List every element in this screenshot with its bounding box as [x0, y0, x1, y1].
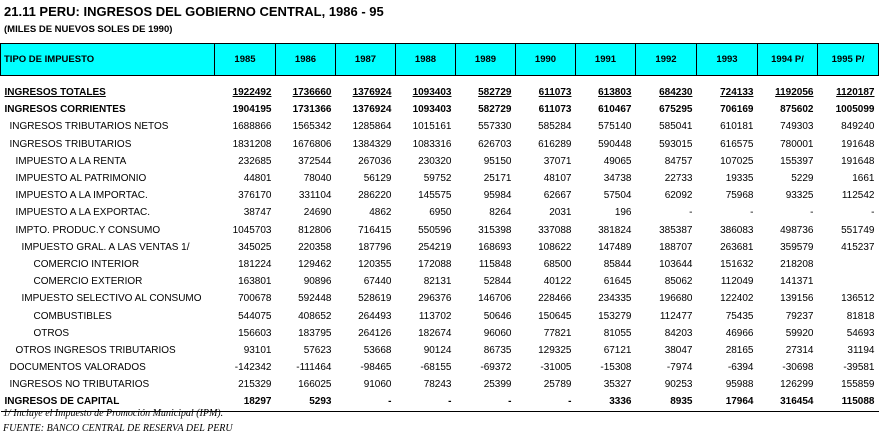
cell-value: 1661: [852, 173, 875, 185]
cell-value: 610467: [598, 104, 632, 116]
cell-value: -: [810, 207, 814, 219]
table-row: [1, 359, 879, 376]
cell-value: 196: [614, 207, 632, 219]
row-label: OTROS: [33, 327, 70, 339]
cell-value: 849240: [841, 121, 875, 133]
cell-value: 25171: [483, 173, 512, 185]
row-label: INGRESOS TRIBUTARIOS NETOS: [9, 121, 169, 133]
cell-value: -: [750, 207, 754, 219]
cell-value: 611073: [538, 87, 572, 99]
cell-value: 254219: [418, 241, 452, 253]
row-label: IMPUESTO SELECTIVO AL CONSUMO: [21, 293, 202, 305]
cell-value: 228466: [538, 293, 572, 305]
cell-value: -6394: [727, 362, 754, 374]
cell-value: 84757: [664, 155, 693, 167]
cell-value: 95984: [483, 190, 512, 202]
cell-value: 724133: [720, 87, 754, 99]
cell-value: 286220: [358, 190, 392, 202]
cell-value: 155859: [841, 379, 875, 391]
cell-value: 182674: [418, 327, 452, 339]
header-label: TIPO DE IMPUESTO: [1, 44, 215, 76]
cell-value: 25399: [483, 379, 512, 391]
table-row: [1, 342, 879, 359]
cell-value: 129462: [298, 258, 332, 270]
cell-value: 315398: [478, 224, 512, 236]
cell-value: 1904195: [232, 104, 272, 116]
row-label: IMPUESTO A LA RENTA: [15, 155, 127, 167]
cell-value: 381824: [598, 224, 632, 236]
cell-value: 85844: [603, 258, 632, 270]
cell-value: 38047: [664, 344, 693, 356]
cell-value: 107025: [720, 155, 754, 167]
cell-value: -: [516, 393, 576, 411]
cell-value: 147489: [598, 241, 632, 253]
source-note: FUENTE: BANCO CENTRAL DE RESERVA DEL PERU: [3, 423, 233, 434]
row-label: INGRESOS CORRIENTES: [4, 104, 126, 116]
cell-value: 749303: [780, 121, 814, 133]
cell-value: 296376: [418, 293, 452, 305]
cell-value: 68500: [543, 258, 572, 270]
header-year: 1990: [516, 44, 576, 76]
cell-value: 408652: [298, 310, 332, 322]
row-label: COMERCIO EXTERIOR: [33, 276, 143, 288]
cell-value: -30698: [782, 362, 814, 374]
header-year: 1986: [276, 44, 336, 76]
cell-value: 57623: [303, 344, 332, 356]
cell-value: 616289: [538, 138, 572, 150]
cell-value: 91060: [363, 379, 392, 391]
row-label: IMPUESTO A LA IMPORTAC.: [15, 190, 148, 202]
cell-value: 151632: [720, 258, 754, 270]
cell-value: 331104: [298, 190, 332, 202]
cell-value: 18297: [215, 393, 276, 411]
cell-value: 62667: [543, 190, 572, 202]
cell-value: 90253: [664, 379, 693, 391]
header-row: [1, 44, 879, 76]
cell-value: 1922492: [232, 87, 272, 99]
cell-value: 812806: [298, 224, 332, 236]
cell-value: 498736: [780, 224, 814, 236]
cell-value: 112477: [659, 310, 693, 322]
cell-value: 1565342: [292, 121, 332, 133]
cell-value: 1384329: [352, 138, 392, 150]
row-label: IMPUESTO A LA EXPORTAC.: [15, 207, 150, 219]
cell-value: 38747: [243, 207, 272, 219]
row-label: IMPUESTO GRAL. A LAS VENTAS 1/: [21, 241, 190, 253]
cell-value: 8264: [489, 207, 512, 219]
cell-value: 40122: [543, 276, 572, 288]
header-year: 1992: [636, 44, 697, 76]
cell-value: 372544: [298, 155, 332, 167]
cell-value: 53668: [363, 344, 392, 356]
table-row: [1, 153, 879, 170]
cell-value: 675295: [659, 104, 693, 116]
cell-value: 188707: [659, 241, 693, 253]
cell-value: 264493: [358, 310, 392, 322]
cell-value: 1688866: [232, 121, 272, 133]
cell-value: 93101: [243, 344, 272, 356]
cell-value: 146706: [478, 293, 512, 305]
cell-value: 156603: [238, 327, 272, 339]
cell-value: 1093403: [412, 87, 452, 99]
table-title: 21.11 PERU: INGRESOS DEL GOBIERNO CENTRAL, 1986 - 95: [4, 4, 384, 19]
table-row: [1, 118, 879, 135]
cell-value: 103644: [659, 258, 693, 270]
cell-value: 78040: [303, 173, 332, 185]
cell-value: -: [396, 393, 456, 411]
cell-value: 168693: [478, 241, 512, 253]
cell-value: 75968: [725, 190, 754, 202]
cell-value: 59920: [785, 327, 814, 339]
cell-value: 95988: [725, 379, 754, 391]
cell-value: 113702: [418, 310, 452, 322]
header-year: 1987: [336, 44, 396, 76]
cell-value: 115088: [818, 393, 879, 411]
cell-value: -142342: [234, 362, 272, 374]
cell-value: 1192056: [775, 87, 814, 99]
cell-value: 166025: [298, 379, 332, 391]
cell-value: 187796: [358, 241, 392, 253]
cell-value: 37071: [543, 155, 572, 167]
cell-value: 90896: [303, 276, 332, 288]
cell-value: 263681: [720, 241, 754, 253]
table-row: [1, 84, 879, 101]
table-row: [1, 290, 879, 307]
cell-value: -69372: [480, 362, 512, 374]
cell-value: 5293: [276, 393, 336, 411]
cell-value: 359579: [780, 241, 814, 253]
table-subtitle: (MILES DE NUEVOS SOLES DE 1990): [4, 24, 173, 35]
cell-value: [818, 273, 879, 290]
header-year: 1989: [456, 44, 516, 76]
revenue-table: [0, 43, 879, 412]
cell-value: 126299: [780, 379, 814, 391]
cell-value: 385387: [659, 224, 693, 236]
cell-value: 67440: [363, 276, 392, 288]
cell-value: 611073: [538, 104, 572, 116]
cell-value: 386083: [720, 224, 754, 236]
header-year: 1995 P/: [818, 44, 879, 76]
cell-value: 215329: [238, 379, 272, 391]
cell-value: 1005099: [835, 104, 875, 116]
cell-value: 196680: [659, 293, 693, 305]
cell-value: -: [689, 207, 693, 219]
cell-value: 81055: [603, 327, 632, 339]
cell-value: 145575: [418, 190, 452, 202]
cell-value: 27314: [785, 344, 814, 356]
cell-value: 1120187: [836, 87, 875, 99]
cell-value: 84203: [664, 327, 693, 339]
cell-value: 24690: [303, 207, 332, 219]
cell-value: -: [456, 393, 516, 411]
spacer-row: [1, 76, 879, 85]
cell-value: 48107: [543, 173, 572, 185]
table-row: [1, 222, 879, 239]
cell-value: 5229: [791, 173, 814, 185]
cell-value: 120355: [358, 258, 392, 270]
cell-value: 57504: [603, 190, 632, 202]
cell-value: 1831208: [232, 138, 272, 150]
cell-value: -: [336, 393, 396, 411]
cell-value: 1736660: [292, 87, 332, 99]
header-year: 1988: [396, 44, 456, 76]
cell-value: -31005: [540, 362, 572, 374]
cell-value: 54693: [846, 327, 875, 339]
cell-value: 1045703: [232, 224, 272, 236]
cell-value: 191648: [841, 138, 875, 150]
cell-value: 59752: [423, 173, 452, 185]
cell-value: 115848: [478, 258, 512, 270]
table-row: [1, 273, 879, 290]
cell-value: 220358: [298, 241, 332, 253]
cell-value: 684230: [659, 87, 693, 99]
cell-value: 376170: [238, 190, 272, 202]
cell-value: 28165: [725, 344, 754, 356]
cell-value: 82131: [423, 276, 452, 288]
cell-value: 1093403: [412, 104, 452, 116]
cell-value: 218208: [780, 258, 814, 270]
cell-value: 557330: [478, 121, 512, 133]
cell-value: 96060: [483, 327, 512, 339]
cell-value: 77821: [543, 327, 572, 339]
cell-value: 95150: [483, 155, 512, 167]
table-row: [1, 307, 879, 324]
cell-value: 706169: [720, 104, 754, 116]
cell-value: 67121: [603, 344, 632, 356]
cell-value: 62092: [664, 190, 693, 202]
cell-value: 1285864: [352, 121, 392, 133]
cell-value: 592448: [298, 293, 332, 305]
cell-value: 8935: [636, 393, 697, 411]
cell-value: 337088: [538, 224, 572, 236]
cell-value: 415237: [841, 241, 875, 253]
cell-value: 31194: [847, 344, 875, 356]
cell-value: 780001: [780, 138, 814, 150]
cell-value: 155397: [780, 155, 814, 167]
cell-value: -68155: [420, 362, 452, 374]
cell-value: 153279: [598, 310, 632, 322]
cell-value: 150645: [538, 310, 572, 322]
cell-value: 183795: [298, 327, 332, 339]
cell-value: 75435: [725, 310, 754, 322]
cell-value: 19335: [725, 173, 754, 185]
row-label: COMERCIO INTERIOR: [33, 258, 140, 270]
cell-value: 49065: [603, 155, 632, 167]
cell-value: 582729: [478, 104, 512, 116]
cell-value: 700678: [238, 293, 272, 305]
table-row: [1, 170, 879, 187]
cell-value: 46966: [725, 327, 754, 339]
header-year: 1991: [576, 44, 636, 76]
cell-value: 575140: [598, 121, 632, 133]
cell-value: 35327: [603, 379, 632, 391]
cell-value: 90124: [423, 344, 452, 356]
cell-value: -111464: [296, 362, 332, 374]
cell-value: 112542: [841, 190, 875, 202]
row-label: INGRESOS NO TRIBUTARIOS: [9, 379, 150, 391]
table-row: [1, 204, 879, 221]
header-year: 1994 P/: [758, 44, 818, 76]
header-year: 1985: [215, 44, 276, 76]
cell-value: 4862: [369, 207, 392, 219]
cell-value: 593015: [659, 138, 693, 150]
cell-value: 61645: [603, 276, 632, 288]
cell-value: 85062: [664, 276, 693, 288]
row-label: IMPUESTO AL PATRIMONIO: [15, 173, 147, 185]
cell-value: 626703: [478, 138, 512, 150]
cell-value: 345025: [238, 241, 272, 253]
cell-value: 585284: [538, 121, 572, 133]
cell-value: 585041: [659, 121, 693, 133]
cell-value: 232685: [238, 155, 272, 167]
cell-value: 267036: [358, 155, 392, 167]
cell-value: 81818: [846, 310, 875, 322]
cell-value: 163801: [238, 276, 272, 288]
cell-value: 264126: [358, 327, 392, 339]
cell-value: 2031: [549, 207, 572, 219]
cell-value: 6950: [429, 207, 452, 219]
row-label: DOCUMENTOS VALORADOS: [9, 362, 146, 374]
cell-value: 172088: [418, 258, 452, 270]
cell-value: 544075: [238, 310, 272, 322]
table-row: [1, 376, 879, 393]
row-label: COMBUSTIBLES: [33, 310, 112, 322]
header-year: 1993: [697, 44, 758, 76]
row-label: INGRESOS DE CAPITAL: [1, 393, 215, 411]
cell-value: 616575: [720, 138, 754, 150]
cell-value: 78243: [423, 379, 452, 391]
cell-value: 79237: [785, 310, 814, 322]
cell-value: 1676806: [292, 138, 332, 150]
cell-value: 93325: [785, 190, 814, 202]
table-row: [1, 325, 879, 342]
cell-value: 234335: [598, 293, 632, 305]
cell-value: 44801: [243, 173, 272, 185]
row-label: INGRESOS TOTALES: [4, 87, 106, 99]
cell-value: -98465: [360, 362, 392, 374]
cell-value: -: [871, 207, 875, 219]
cell-value: 875602: [780, 104, 814, 116]
cell-value: 1083316: [412, 138, 452, 150]
cell-value: 22733: [664, 173, 693, 185]
cell-value: 181224: [238, 258, 272, 270]
cell-value: -7974: [666, 362, 693, 374]
cell-value: 25789: [543, 379, 572, 391]
cell-value: 1731366: [292, 104, 332, 116]
cell-value: 17964: [697, 393, 758, 411]
cell-value: 551749: [841, 224, 875, 236]
row-label: OTROS INGRESOS TRIBUTARIOS: [15, 344, 176, 356]
cell-value: 528619: [358, 293, 392, 305]
cell-value: 86735: [483, 344, 512, 356]
cell-value: 582729: [478, 87, 512, 99]
cell-value: 34738: [603, 173, 632, 185]
cell-value: 52844: [483, 276, 512, 288]
cell-value: 613803: [598, 87, 632, 99]
cell-value: 610181: [720, 121, 754, 133]
cell-value: 141371: [780, 276, 814, 288]
cell-value: 191648: [841, 155, 875, 167]
cell-value: 139156: [780, 293, 814, 305]
table-row: [1, 239, 879, 256]
cell-value: 56129: [363, 173, 392, 185]
cell-value: 716415: [358, 224, 392, 236]
cell-value: 122402: [720, 293, 754, 305]
cell-value: 1376924: [352, 87, 392, 99]
cell-value: -39581: [843, 362, 875, 374]
table-row: [1, 256, 879, 273]
cell-value: 108622: [538, 241, 572, 253]
row-label: IMPTO. PRODUC.Y CONSUMO: [15, 224, 161, 236]
cell-value: 1376924: [352, 104, 392, 116]
cell-value: 550596: [418, 224, 452, 236]
table-row: [1, 136, 879, 153]
cell-value: 590448: [598, 138, 632, 150]
cell-value: 3336: [576, 393, 636, 411]
cell-value: 316454: [758, 393, 818, 411]
cell-value: 129325: [538, 344, 572, 356]
cell-value: 112049: [720, 276, 754, 288]
cell-value: -15308: [600, 362, 632, 374]
cell-value: 136512: [841, 293, 875, 305]
table-body: [1, 76, 879, 412]
row-label: INGRESOS TRIBUTARIOS: [9, 138, 132, 150]
footnote: 1/ Incluye el Impuesto de Promoción Municipal (IPM).: [3, 408, 224, 419]
cell-value: 50646: [483, 310, 512, 322]
cell-value: [818, 256, 879, 273]
cell-value: 1015161: [412, 121, 452, 133]
table-row: [1, 101, 879, 118]
cell-value: 230320: [418, 155, 452, 167]
table-row: [1, 187, 879, 204]
